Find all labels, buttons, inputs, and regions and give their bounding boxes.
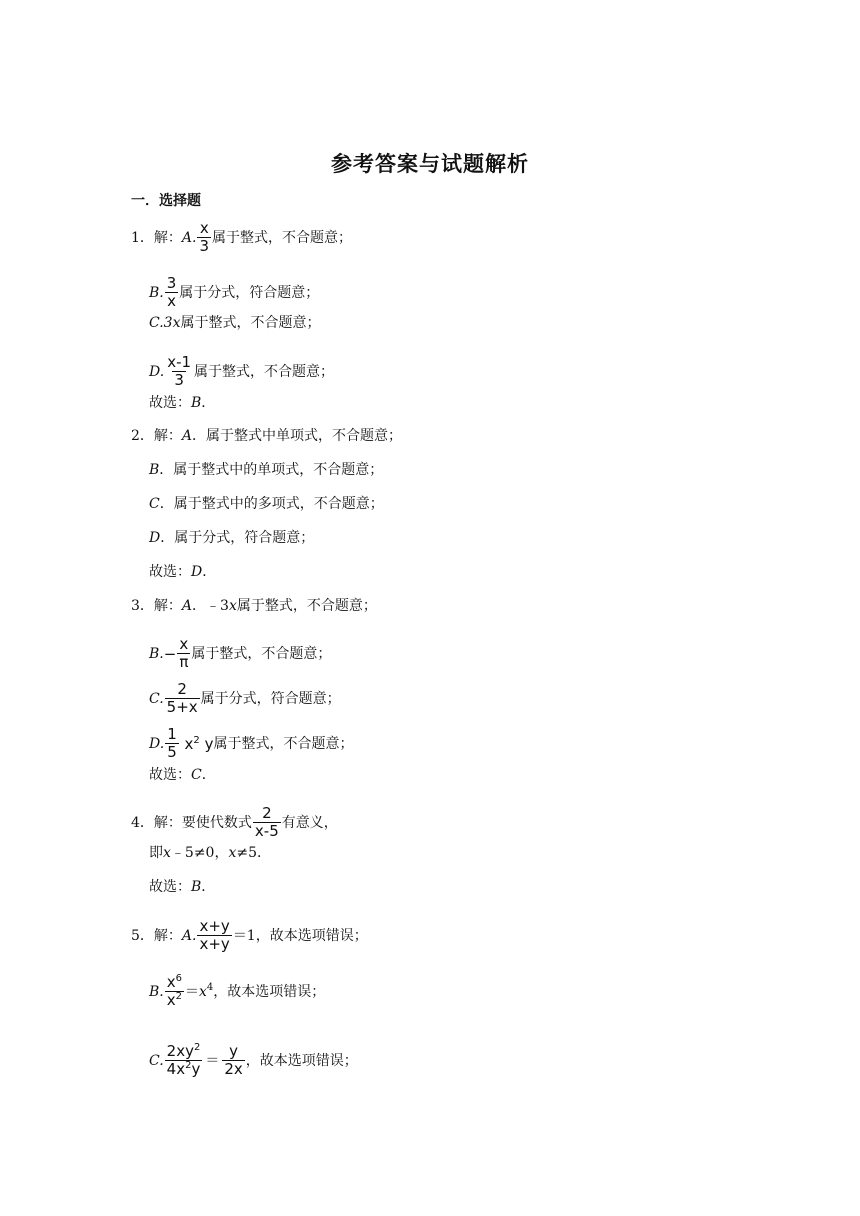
fraction-numerator: 1: [167, 725, 177, 743]
q5-line-a: [131, 918, 368, 953]
answer-choice: B: [191, 395, 202, 411]
q2-line-b: [149, 461, 383, 479]
q3-line-c: [149, 681, 341, 716]
q4-line2-prefix: 即: [149, 845, 163, 861]
q1-b-label: B.: [149, 284, 164, 301]
fraction-denominator: 3: [174, 371, 184, 389]
q5-b-text: ，故本选项错误；: [213, 983, 326, 1000]
q3-d-fraction: [165, 726, 179, 761]
q2-line-c: [149, 495, 384, 513]
q3-a-text: ．﹣3: [192, 598, 229, 614]
q3-a-label: A: [181, 598, 193, 614]
q2-a-label: A: [181, 428, 193, 444]
fraction-numerator: x: [199, 219, 209, 237]
q2-number: 2．解：: [131, 428, 182, 444]
q3-d-text: 属于整式，不合题意；: [213, 735, 354, 752]
q2-d-text: ．属于分式，符合题意；: [160, 530, 315, 546]
denominator-base: 4x: [166, 1060, 186, 1078]
denominator-exponent: 2: [185, 1060, 192, 1071]
q1-number: 1．解：: [131, 229, 182, 246]
answer-suffix: ．: [201, 767, 216, 783]
answer-suffix: ．: [202, 564, 217, 580]
q5-b-label: B.: [149, 983, 164, 1000]
q5-c-result-fraction: [222, 1043, 244, 1078]
q4-text: 要使代数式: [181, 814, 252, 831]
fraction-numerator: [165, 1043, 203, 1060]
q4-condition-result: ≠5．: [236, 845, 271, 861]
fraction-denominator: x+y: [199, 935, 230, 953]
fraction-denominator: x-5: [254, 822, 279, 840]
q3-b-fraction: [177, 636, 190, 671]
answer-choice: B: [191, 879, 202, 895]
q4-condition: ﹣5≠0，: [170, 845, 229, 861]
fraction-denominator: 5: [167, 743, 177, 761]
q1-a-fraction: [197, 220, 211, 255]
q3-b-sign: −: [163, 644, 177, 663]
answer-prefix: 故选：: [149, 564, 191, 580]
q1-line-d: [149, 354, 334, 389]
fraction-numerator: x+y: [199, 917, 230, 935]
fraction-denominator: π: [179, 653, 189, 671]
q3-c-label: C.: [149, 690, 164, 707]
q3-number: 3．解：: [131, 598, 182, 614]
q3-c-text: 属于分式，符合题意；: [200, 690, 341, 707]
q5-a-fraction: [197, 918, 231, 953]
q4-text-tail: 有意义，: [281, 814, 338, 831]
q5-b-result: [199, 983, 213, 1001]
q1-answer: [149, 394, 215, 412]
denominator-exponent: 2: [175, 991, 183, 1002]
q5-line-b: [149, 974, 325, 1009]
fraction-denominator: [165, 991, 184, 1009]
q5-a-text: ＝1，故本选项错误；: [232, 927, 368, 944]
q4-answer: [149, 878, 215, 896]
q3-d-term: [180, 735, 214, 753]
q4-line-2: [149, 844, 271, 862]
q3-b-label: B.: [149, 645, 164, 662]
numerator-base: 2xy: [166, 1042, 194, 1060]
answer-choice: C: [191, 767, 202, 783]
q1-line-c: [149, 314, 320, 332]
section-heading: 一．选择题: [131, 193, 201, 209]
q2-a-text: ．属于整式中单项式，不合题意；: [192, 428, 403, 444]
answer-choice: D: [191, 564, 203, 580]
q3-b-text: 属于整式，不合题意；: [191, 645, 332, 662]
q3-a-variable: x: [228, 598, 237, 614]
answer-prefix: 故选：: [149, 879, 191, 895]
answer-suffix: ．: [201, 879, 216, 895]
q1-line-a: [131, 220, 352, 255]
fraction-numerator: 2: [177, 680, 187, 698]
q5-a-label: A.: [181, 927, 197, 944]
q2-b-text: ．属于整式中的单项式，不合题意；: [159, 462, 384, 478]
fraction-denominator: 2x: [224, 1060, 243, 1078]
equals-sign: ＝: [205, 1052, 220, 1069]
term-exponent: 2: [193, 734, 200, 746]
numerator-exponent: 6: [175, 973, 183, 984]
fraction-denominator: 3: [199, 237, 210, 255]
fraction-numerator: 3: [166, 274, 177, 292]
q5-line-c: [149, 1043, 358, 1078]
q4-fraction: [253, 805, 281, 840]
fraction-numerator: x-1: [167, 353, 192, 371]
equals-sign: ＝: [185, 983, 200, 1000]
q4-number: 4．解：: [131, 814, 182, 831]
denominator-base: x: [166, 991, 176, 1009]
answer-prefix: 故选：: [149, 395, 191, 411]
q5-c-label: C.: [149, 1052, 164, 1069]
numerator-exponent: 2: [193, 1042, 201, 1053]
term-base: x: [184, 734, 194, 753]
term-tail: y: [204, 734, 214, 753]
fraction-denominator: 5+x: [166, 698, 198, 716]
answer-prefix: 故选：: [149, 767, 191, 783]
q1-line-b: [149, 275, 319, 310]
q1-b-fraction: [165, 275, 179, 310]
q3-c-fraction: [165, 681, 200, 716]
q2-answer: [149, 563, 216, 581]
q1-d-text: 属于整式，不合题意；: [194, 363, 335, 380]
fraction-numerator: x: [179, 635, 189, 653]
q3-line-b: [149, 636, 331, 671]
q3-a-text-tail: 属于整式，不合题意；: [236, 598, 377, 614]
q2-d-label: D: [149, 530, 161, 546]
q1-c-label: C.: [149, 315, 164, 331]
fraction-denominator: [165, 1060, 203, 1078]
q1-d-fraction: [165, 354, 193, 389]
q3-line-d: [149, 726, 353, 761]
fraction-numerator: [165, 974, 184, 991]
result-base: x: [199, 983, 207, 1000]
q3-line-a: [131, 597, 377, 615]
fraction-numerator: 2: [262, 804, 272, 822]
q1-a-text: 属于整式，不合题意；: [212, 229, 353, 246]
fraction-numerator: y: [229, 1042, 239, 1060]
q2-line-d: [149, 529, 314, 547]
q5-c-fraction: [165, 1043, 203, 1078]
q2-c-text: ．属于整式中的多项式，不合题意；: [159, 496, 384, 512]
q4-variable: x: [163, 845, 171, 861]
q3-answer: [149, 766, 216, 784]
result-exponent: 4: [206, 981, 214, 993]
q1-c-expression: 3x: [163, 315, 181, 331]
q5-number: 5．解：: [131, 927, 182, 944]
answer-suffix: ．: [201, 395, 216, 411]
q5-b-fraction: [165, 974, 184, 1009]
q1-d-label: D.: [149, 363, 165, 380]
q3-d-label: D.: [149, 735, 165, 752]
q4-variable: x: [228, 845, 237, 861]
page-title: 参考答案与试题解析: [331, 152, 529, 176]
q2-line-a: [131, 427, 402, 445]
denominator-tail: y: [191, 1060, 201, 1078]
q2-b-label: B: [149, 462, 160, 478]
q1-b-text: 属于分式，符合题意；: [179, 284, 320, 301]
q1-c-text: 属于整式，不合题意；: [180, 315, 321, 331]
q2-c-label: C: [149, 496, 160, 512]
q5-c-text: ，故本选项错误；: [245, 1052, 358, 1069]
fraction-denominator: x: [167, 292, 176, 310]
q4-line-1: [131, 805, 338, 840]
q1-a-label: A.: [181, 229, 197, 246]
numerator-base: x: [166, 973, 176, 991]
